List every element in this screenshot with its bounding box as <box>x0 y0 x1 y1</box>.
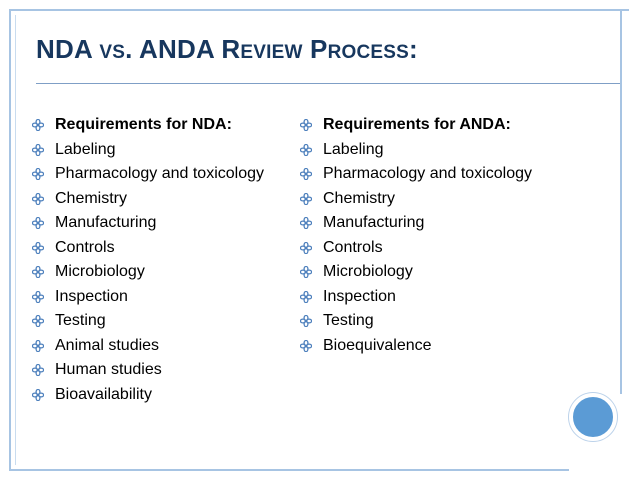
anda-list-item: Inspection <box>300 288 600 306</box>
nda-requirements-list <box>32 116 282 410</box>
nda-list-item: Chemistry <box>32 190 282 208</box>
anda-list-item: Controls <box>300 239 600 257</box>
nda-list-item: Manufacturing <box>32 214 282 232</box>
frame-border-top <box>9 9 629 11</box>
frame-border-bottom <box>9 469 569 471</box>
flower-bullet-icon <box>300 119 312 131</box>
anda-list-item: Manufacturing <box>300 214 600 232</box>
nda-list-item: Microbiology <box>32 263 282 281</box>
flower-bullet-icon <box>300 168 312 180</box>
flower-bullet-icon <box>32 119 44 131</box>
anda-list-item: Pharmacology and toxicology <box>300 165 600 183</box>
anda-list-item: Microbiology <box>300 263 600 281</box>
nda-list-item: Inspection <box>32 288 282 306</box>
title-underline <box>36 83 620 84</box>
flower-bullet-icon <box>300 315 312 327</box>
slide-title: NDA VS. ANDA REVIEW PROCESS: <box>36 34 418 64</box>
anda-list-item: Testing <box>300 312 600 330</box>
flower-bullet-icon <box>32 242 44 254</box>
frame-border-right <box>620 9 622 394</box>
flower-bullet-icon <box>300 193 312 205</box>
nda-list-item: Testing <box>32 312 282 330</box>
flower-bullet-icon <box>32 389 44 401</box>
flower-bullet-icon <box>300 291 312 303</box>
flower-bullet-icon <box>300 217 312 229</box>
flower-bullet-icon <box>32 217 44 229</box>
anda-list-item: Chemistry <box>300 190 600 208</box>
anda-requirements-list <box>300 116 600 361</box>
nda-list-item: Controls <box>32 239 282 257</box>
frame-border-left <box>9 9 11 471</box>
nda-list-header: Requirements for NDA: <box>32 116 282 134</box>
flower-bullet-icon <box>32 193 44 205</box>
frame-inner-line <box>15 15 16 465</box>
flower-bullet-icon <box>300 144 312 156</box>
flower-bullet-icon <box>32 340 44 352</box>
flower-bullet-icon <box>32 266 44 278</box>
flower-bullet-icon <box>32 315 44 327</box>
anda-list-item: Labeling <box>300 141 600 159</box>
flower-bullet-icon <box>32 364 44 376</box>
nda-list-item: Labeling <box>32 141 282 159</box>
flower-bullet-icon <box>32 144 44 156</box>
nda-list-item: Pharmacology and toxicology <box>32 165 282 183</box>
flower-bullet-icon <box>300 266 312 278</box>
nda-list-item: Bioavailability <box>32 386 282 404</box>
decorative-circle <box>569 393 617 441</box>
flower-bullet-icon <box>300 242 312 254</box>
anda-list-header: Requirements for ANDA: <box>300 116 600 134</box>
flower-bullet-icon <box>32 168 44 180</box>
anda-list-item: Bioequivalence <box>300 337 600 355</box>
flower-bullet-icon <box>300 340 312 352</box>
nda-list-item: Human studies <box>32 361 282 379</box>
flower-bullet-icon <box>32 291 44 303</box>
nda-list-item: Animal studies <box>32 337 282 355</box>
